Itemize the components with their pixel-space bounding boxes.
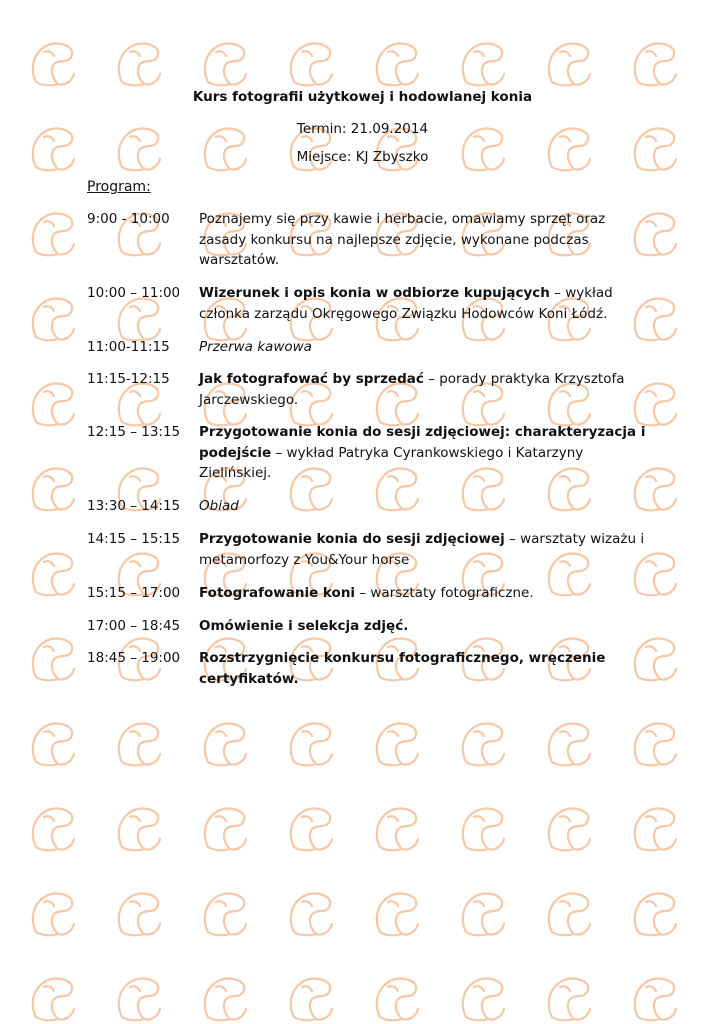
schedule-time: 14:15 – 15:15 [87, 531, 181, 547]
schedule-time: 10:00 – 11:00 [87, 285, 181, 301]
schedule-description [199, 583, 647, 604]
schedule-title: Jak fotografować by sprzedać [199, 371, 424, 387]
schedule-title: Fotografowanie koni [199, 585, 356, 601]
schedule-break: Przerwa kawowa [199, 339, 312, 355]
date-line: Termin: 21.09.2014 [296, 121, 429, 137]
schedule-time: 17:00 – 18:45 [87, 618, 181, 634]
schedule-description [199, 337, 647, 358]
schedule-time: 18:45 – 19:00 [87, 650, 181, 666]
schedule-time: 9:00 - 10:00 [87, 211, 170, 227]
schedule-text: – warsztaty fotograficzne. [355, 585, 534, 601]
schedule-time: 11:15-12:15 [87, 371, 170, 387]
schedule-break: Obiad [199, 498, 239, 514]
schedule-text: – porady praktyka Krzysztofa Jarczewskiego. [199, 371, 625, 408]
schedule-text: – wykład członka zarządu Okręgowego Związku Hodowców Koni Łódź. [199, 285, 613, 322]
schedule-time: 13:30 – 14:15 [87, 498, 181, 514]
schedule-title: Przygotowanie konia do sesji zdjęciowej: charakteryzacja i podejście [199, 424, 646, 461]
schedule-description [199, 648, 647, 689]
schedule-text: – wykład Patryka Cyrankowskiego i Katarzyny Zielińskiej. [199, 444, 584, 481]
schedule-time: 12:15 – 13:15 [87, 424, 181, 440]
document-title: Kurs fotografii użytkowej i hodowlanej konia [192, 89, 533, 105]
schedule-description [199, 283, 647, 324]
place-line: Miejsce: KJ Zbyszko [296, 149, 429, 165]
schedule-time: 11:00-11:15 [87, 339, 170, 355]
schedule-title: Rozstrzygnięcie konkursu fotograficznego, wręczenie certyfikatów. [199, 650, 606, 687]
schedule-time: 15:15 – 17:00 [87, 585, 181, 601]
schedule-title: Wizerunek i opis konia w odbiorze kupujących [199, 285, 550, 301]
schedule-title: Omówienie i selekcja zdjęć. [199, 618, 409, 634]
schedule-description [199, 529, 647, 570]
schedule-text: – warsztaty wizażu i metamorfozy z You&Your horse [199, 531, 645, 568]
schedule-description [199, 616, 647, 637]
schedule-description [199, 209, 647, 271]
schedule-description [199, 422, 647, 484]
schedule-description [199, 369, 647, 410]
schedule-description [199, 496, 647, 517]
program-heading: Program: [87, 179, 151, 195]
schedule-title: Przygotowanie konia do sesji zdjęciowej [199, 531, 505, 547]
schedule-text: Poznajemy się przy kawie i herbacie, omawiamy sprzęt oraz zasady konkursu na najlepsze zdjęcie, wykonane podczas warsztatów. [199, 211, 606, 268]
